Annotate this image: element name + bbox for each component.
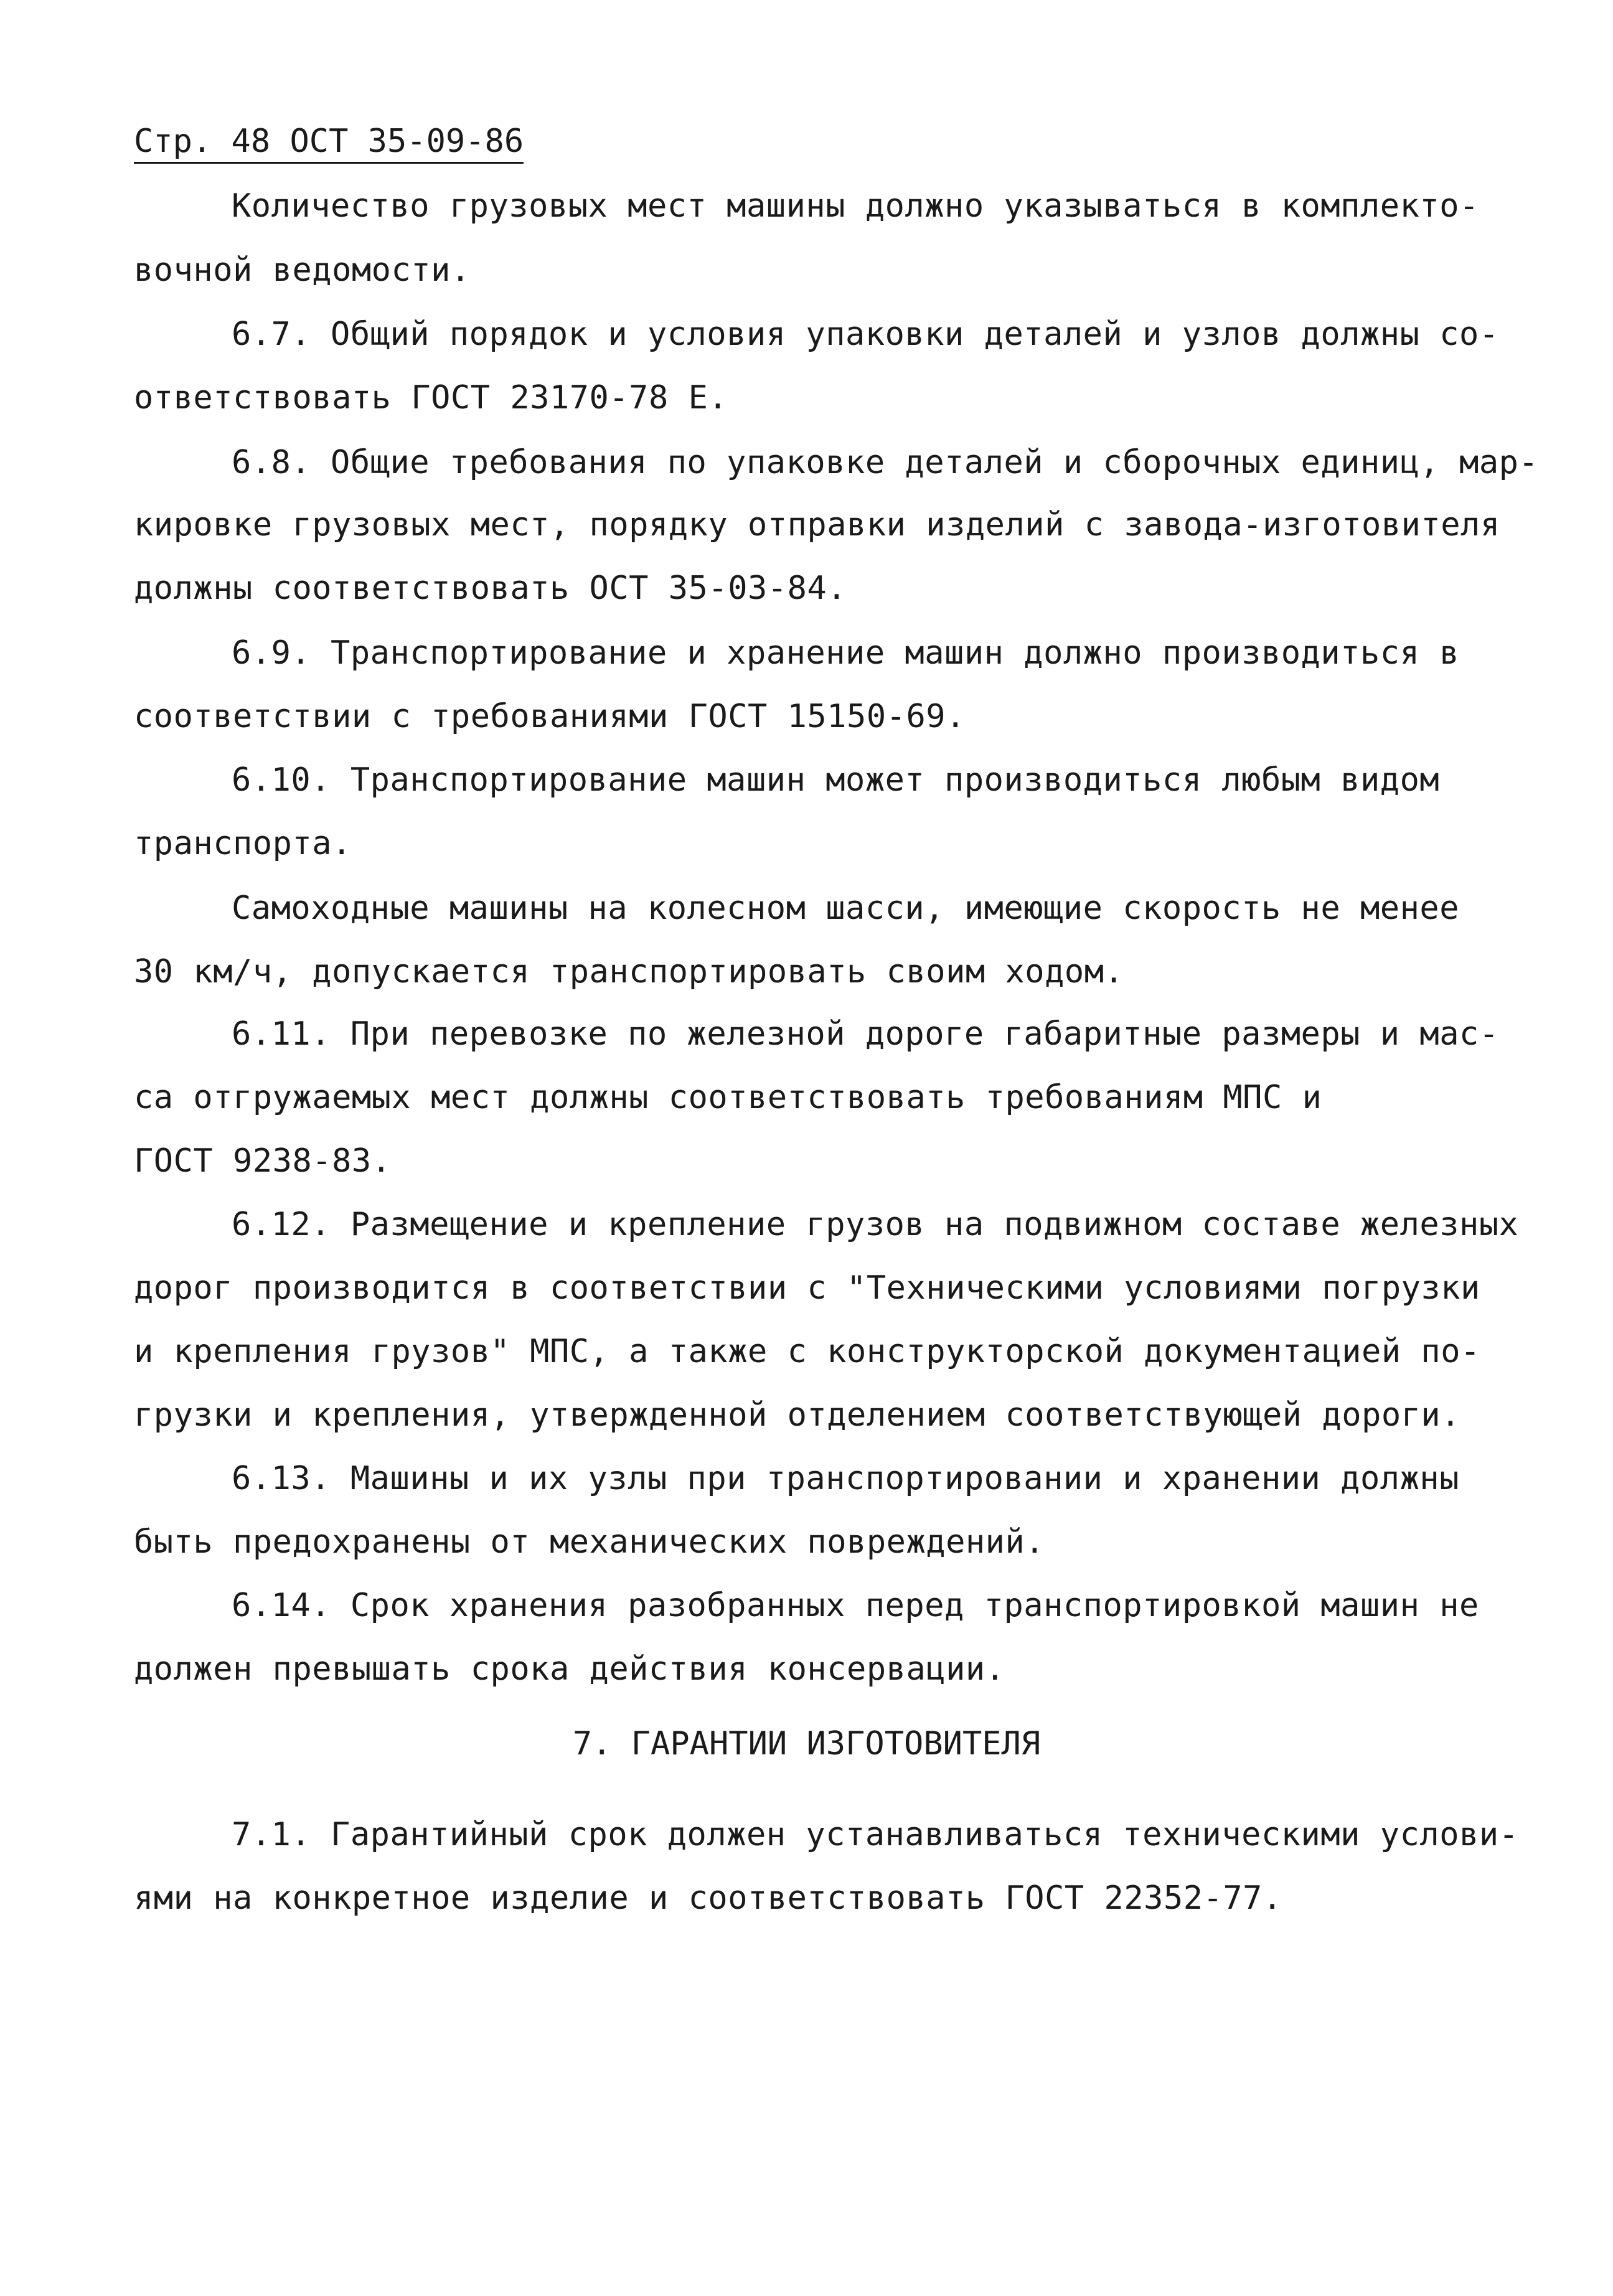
text-line: 6.14. Срок хранения разобранных перед транспортировкой машин не [232, 1587, 1479, 1624]
text-line: и крепления грузов" МПС, а также с конструкторской документацией по- [134, 1333, 1480, 1370]
text-line: 6.8. Общие требования по упаковке деталей и сборочных единиц, мар- [232, 444, 1539, 481]
text-line: Количество грузовых мест машины должно указываться в комплекто- [232, 187, 1479, 225]
text-line: соответствии с требованиями ГОСТ 15150-69. [134, 698, 966, 735]
text-line: должны соответствовать ОСТ 35-03-84. [134, 570, 847, 607]
text-line: должен превышать срока действия консервации. [134, 1650, 1005, 1688]
text-line: ГОСТ 9238-83. [134, 1142, 392, 1180]
text-line: грузки и крепления, утвержденной отделением соответствующей дороги. [134, 1396, 1461, 1434]
text-line: быть предохранены от механических повреждений. [134, 1523, 1045, 1561]
text-line: кировке грузовых мест, порядку отправки изделий с завода-изготовителя [134, 506, 1500, 543]
section-heading: 7. ГАРАНТИИ ИЗГОТОВИТЕЛЯ [572, 1725, 1041, 1762]
text-line: Самоходные машины на колесном шасси, имеющие скорость не менее [232, 890, 1460, 927]
text-line: 7.1. Гарантийный срок должен устанавливаться техническими услови- [232, 1816, 1519, 1853]
text-line: 6.13. Машины и их узлы при транспортировании и хранении должны [232, 1460, 1460, 1497]
text-line: 6.11. При перевозке по железной дороге габаритные размеры и мас- [232, 1015, 1499, 1053]
text-line: вочной ведомости. [134, 252, 471, 289]
text-line: транспорта. [134, 825, 352, 862]
text-line: 30 км/ч, допускается транспортировать своим ходом. [134, 953, 1124, 990]
text-line: 6.7. Общий порядок и условия упаковки деталей и узлов должны со- [232, 316, 1499, 353]
text-line: 6.9. Транспортирование и хранение машин должно производиться в [232, 634, 1460, 672]
text-line: ями на конкретное изделие и соответствовать ГОСТ 22352-77. [134, 1880, 1282, 1917]
page-header: Стр. 48 ОСТ 35-09-86 [134, 122, 524, 164]
text-line: са отгружаемых мест должны соответствовать требованиям МПС и [134, 1079, 1322, 1116]
text-line: ответствовать ГОСТ 23170-78 Е. [134, 379, 728, 416]
text-line: 6.10. Транспортирование машин может производиться любым видом [232, 761, 1440, 799]
text-line: дорог производится в соответствии с "Техническими условиями погрузки [134, 1269, 1480, 1307]
text-line: 6.12. Размещение и крепление грузов на подвижном составе железных [232, 1206, 1519, 1243]
